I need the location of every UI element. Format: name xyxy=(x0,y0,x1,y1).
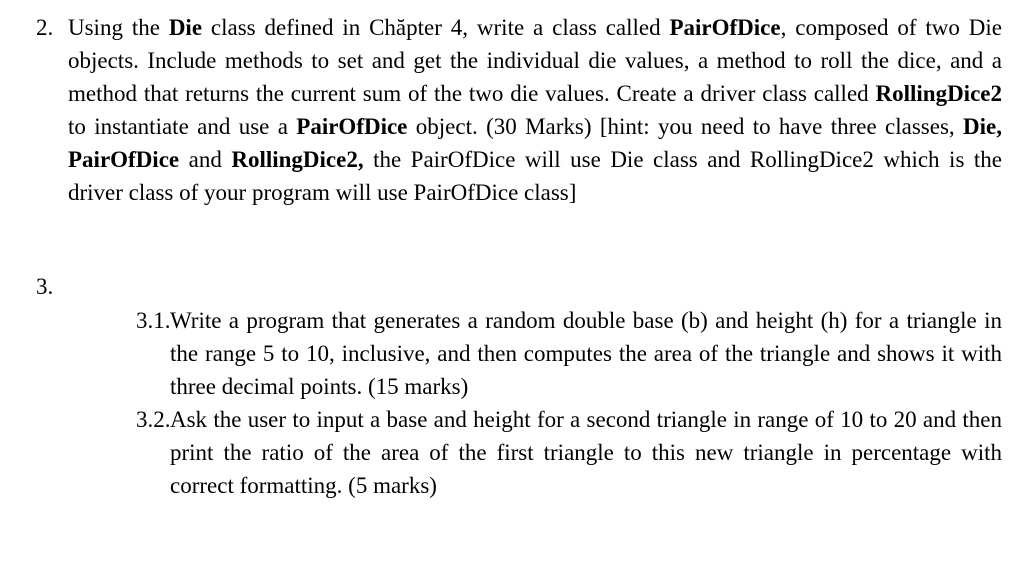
q2-bold-rollingdice2-2: RollingDice2, xyxy=(231,147,364,172)
q2-text-7: the PairOfDice will use Die class and RollingDice2 which is the driver class of your program will use PairOfDice class] xyxy=(68,147,1002,205)
q2-bold-classes: Die, PairOfDice xyxy=(68,114,1002,172)
question-3-2-number: 3.2. xyxy=(136,407,171,432)
q2-bold-rollingdice2: RollingDice2 xyxy=(875,81,1002,106)
question-3-2-text: Ask the user to input a base and height for a second triangle in range of 10 to 20 and then print the ratio of the area of the first triangle to this new triangle in percentage with correct formatting. (5 marks) xyxy=(170,407,1002,498)
question-3-2 xyxy=(136,403,1002,502)
q2-text-6: and xyxy=(179,147,232,172)
q2-text-1: Using the xyxy=(68,15,169,40)
question-2-number: 2. xyxy=(36,15,54,40)
q2-text-2: class defined in Chăpter 4, write a class called xyxy=(202,15,670,40)
q2-text-3: , composed of two Die objects. Include methods to set and get the individual die values, a method to roll the dice, and a method that returns the current sum of the two die values. Create a driver class called xyxy=(68,15,1002,106)
question-3-1-text: Write a program that generates a random double base (b) and height (h) for a triangle in the range 5 to 10, inclusive, and then computes the area of the triangle and shows it with three decimal points. (15 marks) xyxy=(170,308,1002,399)
q2-text-5: object. (30 Marks) [hint: you need to have three classes, xyxy=(407,114,964,139)
question-3-1-number: 3.1. xyxy=(136,308,171,333)
question-3-1 xyxy=(136,304,1002,403)
question-3-number: 3. xyxy=(36,274,54,299)
q2-text-4: to instantiate and use a xyxy=(68,114,297,139)
question-2-text xyxy=(68,11,1002,209)
question-2 xyxy=(36,11,1002,209)
question-3 xyxy=(36,270,53,303)
q2-bold-pairofdice-2: PairOfDice xyxy=(296,114,408,139)
q2-bold-die: Die xyxy=(168,15,203,40)
q2-bold-pairofdice: PairOfDice xyxy=(669,15,781,40)
